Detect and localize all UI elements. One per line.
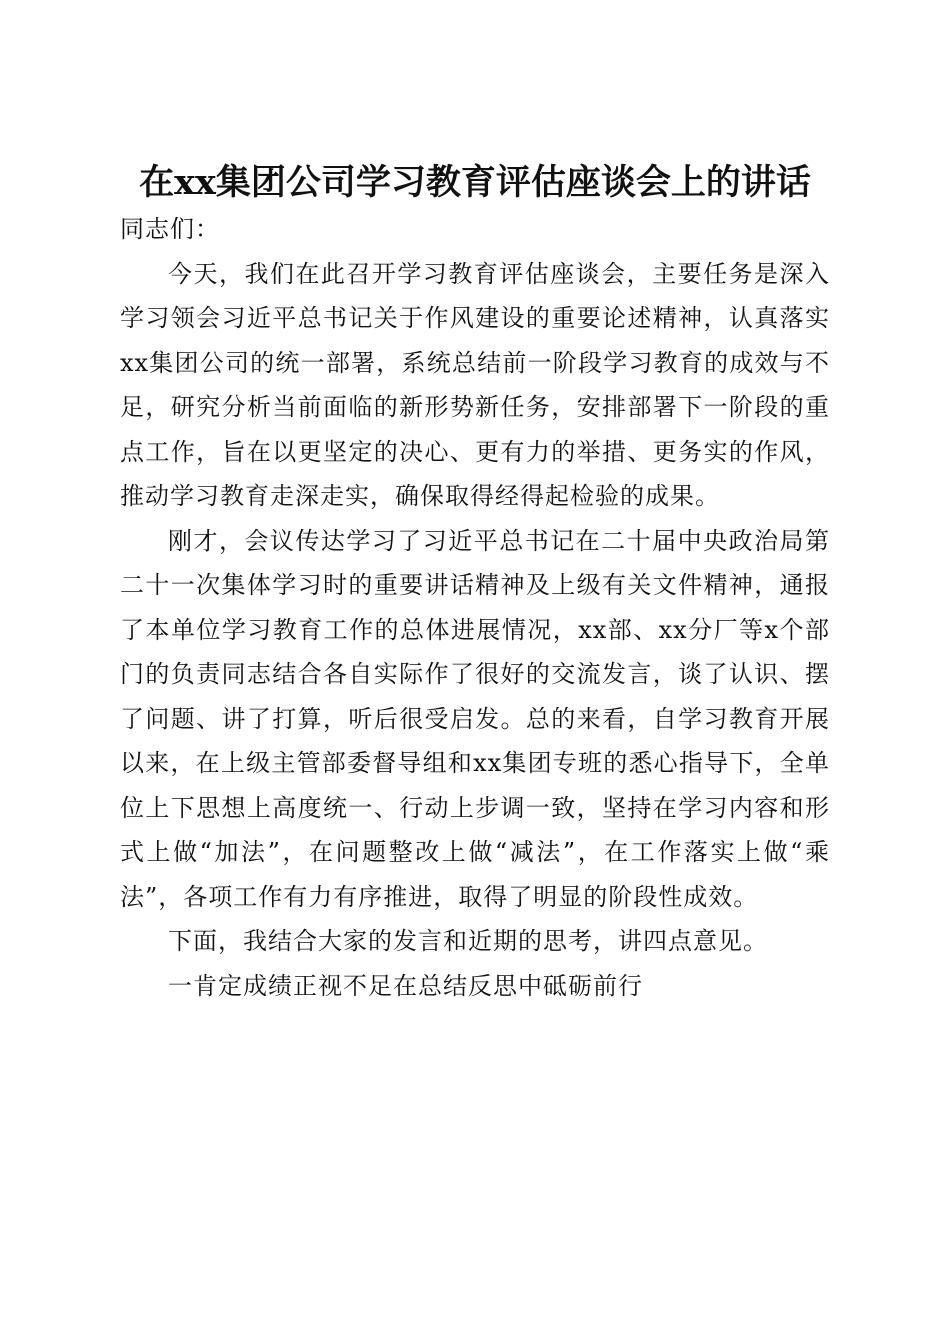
paragraph-opening: 今天，我们在此召开学习教育评估座谈会，主要任务是深入学习领会习近平总书记关于作风建设的重要论述精神，认真落实xx集团公司的统一部署，系统总结前一阶段学习教育的成效与不足，研究分析当前面临的新形势新任务，安排部署下一阶段的重点工作，旨在以更坚定的决心、更有力的举措、更务实的作风，推动学习教育走深走实，确保取得经得起检验的成果。 — [120, 259, 830, 510]
paragraph-transition: 下面，我结合大家的发言和近期的思考，讲四点意见。 — [168, 927, 768, 955]
salutation: 同志们： — [120, 215, 220, 243]
document-body — [120, 207, 830, 1008]
section-heading: 一肯定成绩正视不足在总结反思中砥砺前行 — [168, 971, 643, 1000]
paragraph-review: 刚才，会议传达学习了习近平总书记在二十届中央政治局第二十一次集体学习时的重要讲话精神及上级有关文件精神，通报了本单位学习教育工作的总体进展情况，xx部、xx分厂等x个部门的负责同志结合各自实际作了很好的交流发言，谈了认识、摆了问题、讲了打算，听后很受启发。总的来看，自学习教育开展以来，在上级主管部委督导组和xx集团专班的悉心指导下，全单位上下思想上高度统一、行动上步调一致，坚持在学习内容和形式上做“加法”，在问题整改上做“减法”，在工作落实上做“乘法”，各项工作有力有序推进，取得了明显的阶段性成效。 — [120, 526, 830, 911]
page-title: 在xx集团公司学习教育评估座谈会上的讲话 — [139, 162, 811, 204]
